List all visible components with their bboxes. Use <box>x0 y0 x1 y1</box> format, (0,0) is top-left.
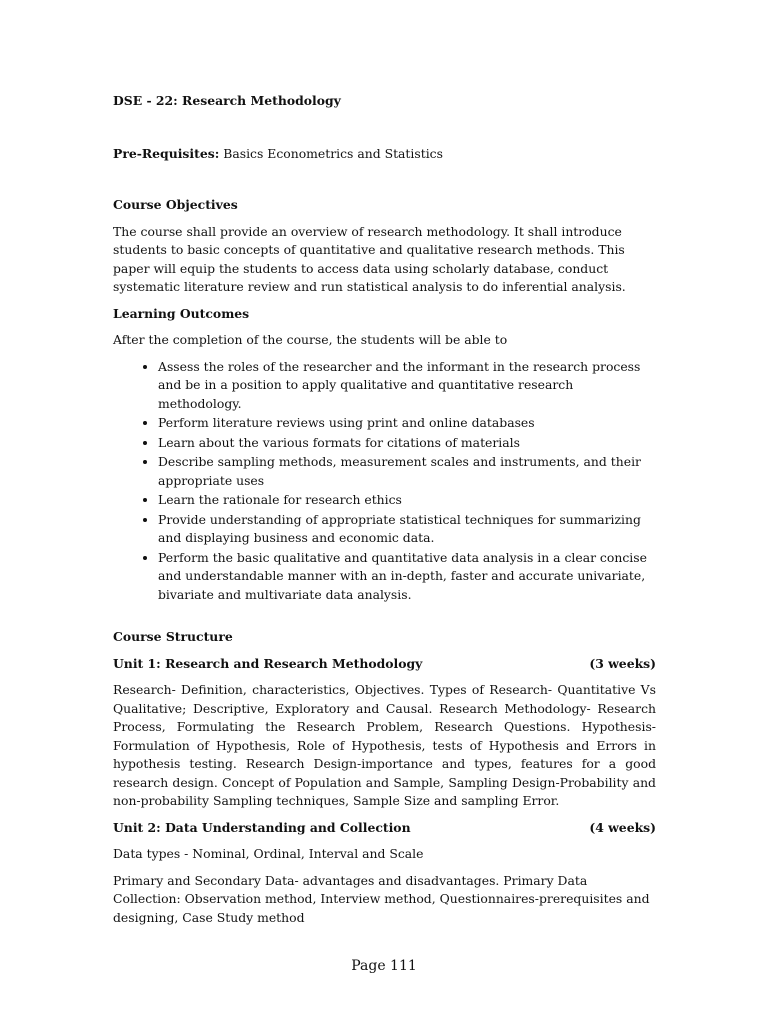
outcomes-list <box>113 358 656 605</box>
unit1-text: Research- Definition, characteristics, Objectives. Types of Research- Quantitative Vs Qualitative; Descriptive, Exploratory and Causal. Research Methodology- Research Process, Formulating the Research Problem, Research Questions. Hypothesis-Formulation of Hypothesis, Role of Hypothesis, tests of Hypothesis and Errors in hypothesis testing. Research Design-importance and types, features for a good research design. Concept of Population and Sample, Sampling Design-Probability and non-probability Sampling techniques, Sample Size and sampling Error. <box>113 682 656 808</box>
outcome-item: • Provide understanding of appropriate statistical techniques for summarizing and displaying business and economic data. <box>158 511 656 548</box>
objectives-heading: Course Objectives <box>113 197 238 212</box>
unit1-title: Unit 1: Research and Research Methodology <box>113 655 423 671</box>
document-body <box>113 92 656 935</box>
outcome-item: • Perform the basic qualitative and quantitative data analysis in a clear concise and understandable manner with an in-depth, faster and accurate univariate, bivariate and multivariate data analysis. <box>158 549 656 605</box>
outcome-item: • Assess the roles of the researcher and the informant in the research process and be in a position to apply qualitative and quantitative research methodology. <box>158 358 656 414</box>
unit1-header <box>113 655 656 674</box>
unit2-duration: (4 weeks) <box>589 819 656 835</box>
prerequisites-text: Basics Econometrics and Statistics <box>219 145 443 161</box>
unit1-duration: (3 weeks) <box>589 655 656 671</box>
prerequisites-label: Pre-Requisites: <box>113 145 220 161</box>
prerequisites-line <box>113 145 656 164</box>
course-title: DSE - 22: Research Methodology <box>113 93 341 108</box>
unit2-text-1: Data types - Nominal, Ordinal, Interval and Scale <box>113 846 424 861</box>
unit2-text-2: Primary and Secondary Data- advantages and disadvantages. Primary Data Collection: Observation method, Interview method, Questionnaires-prerequisites and designing, Case Study method <box>113 872 650 925</box>
unit2-title: Unit 2: Data Understanding and Collection <box>113 819 411 835</box>
outcomes-heading: Learning Outcomes <box>113 305 250 321</box>
structure-heading: Course Structure <box>113 629 233 644</box>
unit2-header <box>113 819 656 838</box>
outcome-item: • Learn the rationale for research ethics <box>158 491 656 510</box>
page-number: Page 111 <box>351 958 417 974</box>
outcomes-intro: After the completion of the course, the students will be able to <box>113 332 508 347</box>
objectives-text: The course shall provide an overview of research methodology. It shall introduce students to basic concepts of quantitative and qualitative research methods. This paper will equip the students to access data using scholarly database, conduct systematic literature review and run statistical analysis to do inferential analysis. <box>113 223 626 294</box>
outcome-item: • Perform literature reviews using print and online databases <box>158 414 656 433</box>
outcome-item: • Describe sampling methods, measurement scales and instruments, and their appropriate uses <box>158 453 656 490</box>
outcome-item: • Learn about the various formats for citations of materials <box>158 434 656 453</box>
